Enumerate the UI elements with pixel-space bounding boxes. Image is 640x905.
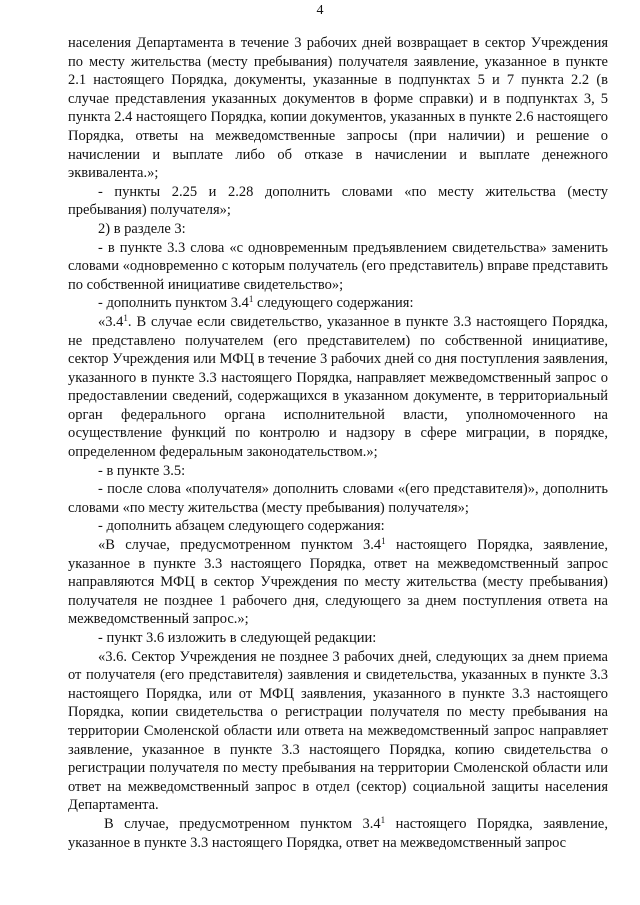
- paragraph: [68, 536, 608, 629]
- paragraph-text: - дополнить абзацем следующего содержания:: [98, 518, 385, 535]
- superscript: 1: [380, 814, 386, 825]
- paragraph: [68, 294, 608, 313]
- paragraph-text: 2) в разделе 3:: [98, 220, 186, 237]
- paragraph-text-continued: следующего содержания:: [253, 295, 414, 312]
- superscript: 1: [123, 312, 128, 323]
- page-number: 4: [316, 3, 324, 18]
- paragraph: [68, 183, 608, 220]
- paragraph: [68, 220, 608, 239]
- paragraph-text: - в пункте 3.5:: [98, 462, 186, 479]
- paragraph: [68, 462, 608, 481]
- paragraph-text: - после слова «получателя» дополнить словами «(его представителя)», дополнить словами «по месту жительства (месту пребывания) получателя»;: [68, 481, 608, 516]
- paragraph: [68, 34, 608, 183]
- paragraph-text: населения Департамента в течение 3 рабочих дней возвращает в сектор Учреждения по месту жительства (месту пребывания) получателя заявление, указанное в пункте 2.1 настоящего Порядка, документы, указанные в подпунктах 5 и 7 пункта 2.2 (в случае представления указанных документов в форме справки) и в подпунктах 3, 5 пункта 2.4 настоящего Порядка, копии документов, указанных в пункте 2.6 настоящего Порядка, ответы на межведомственные запросы (при наличии) и решение о начислении и выплате либо об отказе в начислении и выплате денежного эквивалента.»;: [68, 35, 608, 182]
- paragraph: [68, 629, 608, 648]
- paragraph: [68, 239, 608, 295]
- paragraph-text: - пункты 2.25 и 2.28 дополнить словами «по месту жительства (месту пребывания) получателя»;: [68, 183, 608, 219]
- paragraph: [68, 517, 608, 536]
- paragraph: [68, 480, 608, 517]
- paragraph-text: «В случае, предусмотренном пунктом 3.4: [98, 537, 382, 554]
- paragraph-text: «3.4: [98, 313, 124, 330]
- paragraph: [68, 313, 608, 462]
- paragraph-text: - в пункте 3.3 слова «с одновременным предъявлением свидетельства» заменить словами «одновременно с которым получатель (его представитель) вправе представить по собственной инициативе свидетельство»;: [68, 239, 608, 293]
- paragraph-text-continued: . В случае если свидетельство, указанное в пункте 3.3 настоящего Порядка, не представлено получателем (его представителем) по собственной инициативе, сектор Учреждения или МФЦ в течение 3 рабочих дней со дня поступления заявления, указанного в пункте 3.3 настоящего Порядка, направляет межведомственный запрос о предоставлении сведений, содержащихся в указанном документе, в территориальный орган федерального органа исполнительной власти, уполномоченного на осуществление функций по контролю и надзору в сфере миграции, в порядке, определенном федеральным законодательством.»;: [68, 313, 608, 461]
- paragraph-text-continued: настоящего Порядка, заявление, указанное в пункте 3.3 настоящего Порядка, ответ на межведомственный запрос направляются МФЦ в сектор Учреждения по месту жительства (месту пребывания) получателя не позднее 1 рабочего дня, следующего за днем поступления ответа на межведомственный запрос.»;: [68, 537, 608, 628]
- superscript: 1: [248, 294, 254, 305]
- paragraph-text: - дополнить пунктом 3.4: [98, 295, 249, 312]
- paragraph-text: - пункт 3.6 изложить в следующей редакции:: [98, 630, 377, 646]
- paragraph-text: «3.6. Сектор Учреждения не позднее 3 рабочих дней, следующих за днем приема от получателя (его представителя) заявления и свидетельства, указанных в пункте 3.3 настоящего Порядка, или от МФЦ заявления, указанного в пункте 3.3 настоящего Порядка, копии свидетельства о регистрации получателя по месту пребывания на территории Смоленской области или ответа на межведомственный запрос направляет заявление, указанное в пункте 3.3 настоящего Порядка, копию свидетельства о регистрации получателя по месту пребывания на территории Смоленской области или ответ на межведомственный запрос в отдел (сектор) социальной защиты населения Департамента.: [68, 648, 608, 814]
- paragraph-text-continued: настоящего Порядка, заявление, указанное в пункте 3.3 настоящего Порядка, ответ на межведомственный запрос: [68, 815, 608, 851]
- paragraph: [68, 648, 608, 815]
- document-body: [68, 34, 608, 852]
- paragraph-text: В случае, предусмотренном пунктом 3.4: [104, 815, 381, 832]
- paragraph: [68, 815, 608, 852]
- superscript: 1: [381, 536, 386, 547]
